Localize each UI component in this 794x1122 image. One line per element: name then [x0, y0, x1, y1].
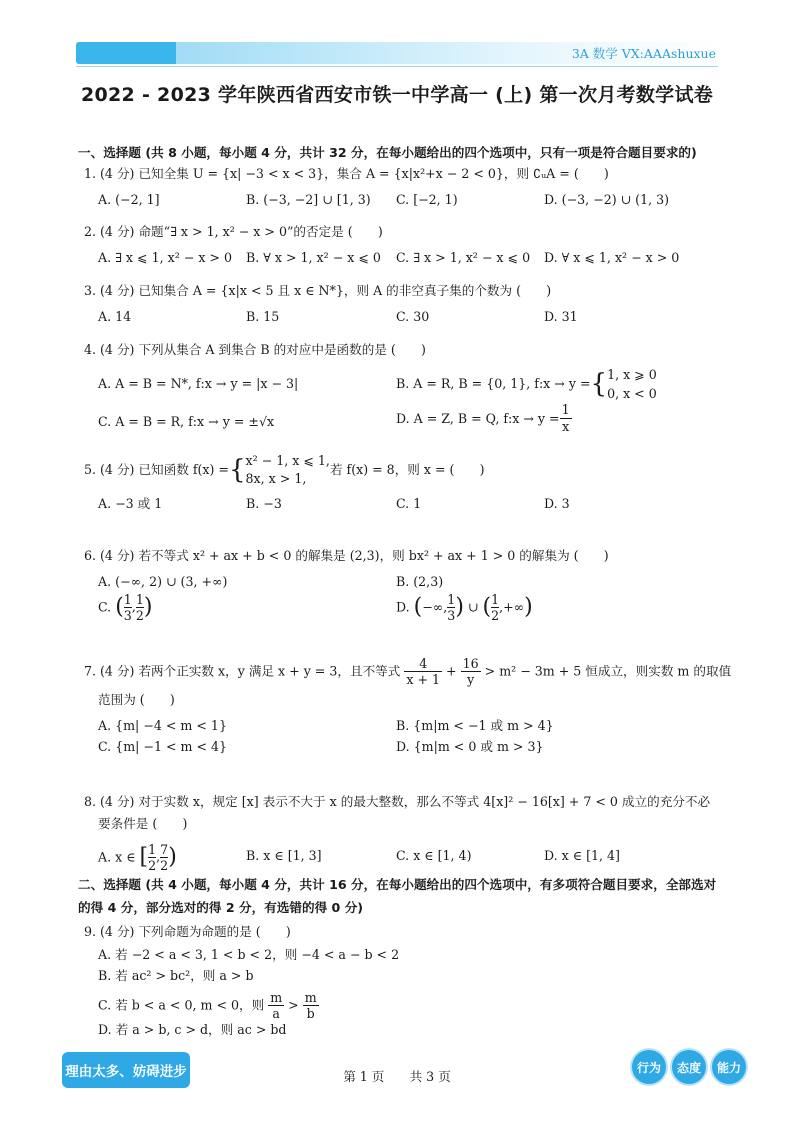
q9-c-frac-1 — [268, 990, 284, 1021]
fraction-denominator: 2 — [135, 608, 144, 623]
q2-option-a: A. ∃ x ⩽ 1, x² − x > 0 — [98, 250, 232, 265]
fraction-denominator: 2 — [491, 608, 500, 623]
q3-option-a: A. 14 — [98, 309, 132, 324]
q5-option-b: B. −3 — [246, 496, 282, 511]
q4-option-b-text: B. A = R, B = {0, 1}, f:x → y = — [396, 376, 591, 391]
fraction-numerator: m — [270, 990, 283, 1005]
page-number: 第 1 页 共 3 页 — [343, 1069, 451, 1084]
question-7-stem-line-2: 范围为 ( ) — [98, 692, 175, 707]
q1-option-a: A. (−2, 1] — [98, 192, 160, 207]
fraction-numerator: 1 — [491, 592, 500, 607]
q3-option-d: D. 31 — [544, 309, 578, 324]
q7-frac-2 — [461, 656, 481, 687]
fraction-denominator: x — [562, 419, 570, 434]
q4-option-d-text: D. A = Z, B = Q, f:x → y = — [396, 410, 560, 426]
header-brand: 3A 数学 VX:AAAshuxue — [571, 46, 716, 61]
q9-option-c-pre: C. 若 b < a < 0, m < 0，则 — [98, 997, 269, 1013]
q8-option-a-pre: A. x ∈ — [98, 849, 140, 865]
q6-option-b: B. (2,3) — [396, 574, 444, 589]
fraction-numerator: 1 — [447, 592, 456, 607]
q7-option-a: A. {m| −4 < m < 1} — [98, 718, 227, 733]
q4-option-b — [396, 364, 657, 404]
q7-stem-post: > m² − 3m + 5 恒成立，则实数 m 的取值 — [480, 663, 732, 679]
q8-option-b: B. x ∈ [1, 3] — [246, 848, 322, 863]
q9-c-gt: > — [284, 997, 303, 1013]
fraction-numerator: 16 — [462, 656, 479, 671]
q2-option-c: C. ∃ x > 1, x² − x ⩽ 0 — [396, 250, 531, 265]
question-1-stem: 1. (4 分) 已知全集 U = {x| −3 < x < 3}，集合 A = {x|x²+x − 2 < 0}，则 ∁ᵤA = ( ) — [84, 166, 609, 181]
fraction-denominator: b — [306, 1006, 315, 1021]
fraction-numerator: 4 — [404, 656, 442, 672]
q4-option-d-fraction — [560, 402, 572, 435]
q8-option-c: C. x ∈ [1, 4) — [396, 848, 472, 863]
q2-option-d: D. ∀ x ⩽ 1, x² − x > 0 — [544, 250, 680, 265]
q8-a-frac-2 — [160, 842, 168, 873]
q3-option-b: B. 15 — [246, 309, 280, 324]
q6-option-c-label: C. — [98, 599, 116, 615]
q8-option-a: A. x ∈ [ $\frac{1}{2}$ , $\frac{7}{2}$ ) — [98, 842, 177, 873]
q2-option-b: B. ∀ x > 1, x² − x ⩽ 0 — [246, 250, 381, 265]
q6-option-d-label: D. — [396, 599, 414, 615]
q5-stem-post: 若 f(x) = 8，则 x = ( ) — [329, 462, 485, 477]
section-2-heading-line-2: 的得 4 分，部分选对的得 2 分，有选错的得 0 分) — [78, 900, 364, 915]
fraction-denominator: a — [272, 1006, 280, 1021]
q7-option-b: B. {m|m < −1 或 m > 4} — [396, 718, 554, 733]
section-1-heading: 一、选择题 (共 8 小题，每小题 4 分，共计 32 分，在每小题给出的四个选项中，只有一项是符合题目要求的) — [78, 145, 697, 160]
footer-slogan: 理由太多、妨碍进步 — [65, 1064, 187, 1080]
fraction-denominator: 3 — [447, 608, 456, 623]
q9-option-c — [98, 990, 319, 1021]
q7-stem-pre: 7. (4 分) 若两个正实数 x，y 满足 x + y = 3，且不等式 — [84, 663, 405, 679]
fraction-denominator: y — [467, 672, 475, 687]
q8-a-frac-1 — [148, 842, 156, 873]
question-2-stem: 2. (4 分) 命题“∃ x > 1, x² − x > 0”的否定是 ( ) — [84, 224, 383, 239]
fraction-numerator: 1 — [561, 402, 570, 417]
question-9-stem: 9. (4 分) 下列命题为命题的是 ( ) — [84, 924, 291, 939]
q5-option-d: D. 3 — [544, 496, 570, 511]
question-4-stem: 4. (4 分) 下列从集合 A 到集合 B 的对应中是函数的是 ( ) — [84, 342, 426, 357]
badge-attitude-label: 态度 — [676, 1060, 701, 1075]
fraction-numerator: 1 — [148, 842, 157, 857]
q7-plus: + — [442, 663, 461, 679]
q9-c-frac-2 — [303, 990, 319, 1021]
fraction-numerator: 7 — [160, 842, 169, 857]
q6-c-frac-2 — [136, 592, 144, 623]
q7-option-d: D. {m|m < 0 或 m > 3} — [396, 739, 544, 754]
fraction-numerator: 1 — [135, 592, 144, 607]
fraction-numerator: m — [304, 990, 317, 1005]
q5-stem-pre: 5. (4 分) 已知函数 f(x) = — [84, 462, 229, 477]
question-8-stem-line-2: 要条件是 ( ) — [98, 816, 188, 831]
badge-behavior — [632, 1050, 666, 1084]
q8-option-d: D. x ∈ [1, 4] — [544, 848, 620, 863]
q6-option-d: D. (−∞, $\frac{1}{3}$ ) ∪ ( $\frac{1}{2}$ ,+∞) — [396, 592, 533, 623]
question-5-stem — [84, 450, 718, 490]
q6-d-frac-2 — [491, 592, 499, 623]
q7-frac-1 — [404, 656, 442, 687]
q1-option-c: C. [−2, 1) — [396, 192, 458, 207]
q4-option-d — [396, 402, 572, 435]
q4-option-b-piece-2: 0, x < 0 — [607, 386, 657, 401]
q6-option-a: A. (−∞, 2) ∪ (3, +∞) — [98, 574, 228, 589]
q4-option-b-brace: { — [590, 369, 608, 399]
fraction-numerator: 1 — [123, 592, 132, 607]
q6-d-union: ∪ — [463, 599, 483, 615]
question-7-stem — [84, 656, 732, 687]
fraction-denominator: 3 — [123, 608, 132, 623]
q6-d-pre: −∞, — [422, 599, 448, 615]
section-2-heading: 二、选择题 (共 4 小题，每小题 4 分，共计 16 分，在每小题给出的四个选项中，有多项符合题目要求，全部选对 — [78, 877, 717, 892]
question-6-stem: 6. (4 分) 若不等式 x² + ax + b < 0 的解集是 (2,3)，则 bx² + ax + 1 > 0 的解集为 ( ) — [84, 548, 609, 563]
badge-attitude — [672, 1050, 706, 1084]
q5-piece-1: x² − 1, x ⩽ 1, — [245, 453, 330, 468]
q5-option-a: A. −3 或 1 — [98, 496, 163, 511]
q5-piece-2: 8x, x > 1, — [245, 471, 307, 486]
q6-d-post: ,+∞ — [499, 599, 525, 615]
q5-option-c: C. 1 — [396, 496, 422, 511]
q3-option-c: C. 30 — [396, 309, 430, 324]
q1-option-b: B. (−3, −2] ∪ [1, 3) — [246, 192, 371, 207]
q4-option-b-cases — [607, 365, 657, 403]
question-8-stem: 8. (4 分) 对于实数 x，规定 [x] 表示不大于 x 的最大整数，那么不等式 4[x]² − 16[x] + 7 < 0 成立的充分不必 — [84, 794, 711, 809]
fraction-denominator: 2 — [148, 858, 157, 873]
badge-behavior-label: 行为 — [636, 1060, 661, 1075]
q6-option-c: C. ( $\frac{1}{3}$ , $\frac{1}{2}$ ) — [98, 592, 153, 623]
q4-option-a: A. A = B = N*, f:x → y = |x − 3| — [98, 376, 299, 391]
fraction-denominator: 2 — [160, 858, 169, 873]
q9-option-d: D. 若 a > b, c > d，则 ac > bd — [98, 1022, 287, 1037]
q1-option-d: D. (−3, −2) ∪ (1, 3) — [544, 192, 670, 207]
page-title: 2022 - 2023 学年陕西省西安市铁一中学高一 (上) 第一次月考数学试卷 — [80, 84, 714, 106]
fraction-denominator: x + 1 — [406, 672, 441, 687]
badge-ability-label: 能力 — [716, 1060, 741, 1075]
q5-cases — [246, 452, 330, 488]
header-rule — [76, 66, 718, 67]
q6-c-frac-1 — [124, 592, 132, 623]
badge-ability — [712, 1050, 746, 1084]
question-3-stem: 3. (4 分) 已知集合 A = {x|x < 5 且 x ∈ N*}，则 A 的非空真子集的个数为 ( ) — [84, 283, 552, 298]
q4-option-c: C. A = B = R, f:x → y = ±√x — [98, 414, 275, 429]
q4-option-b-piece-1: 1, x ⩾ 0 — [607, 367, 657, 382]
q9-option-b: B. 若 ac² > bc²，则 a > b — [98, 968, 254, 983]
q7-option-c: C. {m| −1 < m < 4} — [98, 739, 228, 754]
header-accent-tab — [76, 42, 176, 64]
q5-brace: { — [228, 455, 246, 485]
q9-option-a: A. 若 −2 < a < 3, 1 < b < 2，则 −4 < a − b < 2 — [98, 947, 400, 962]
